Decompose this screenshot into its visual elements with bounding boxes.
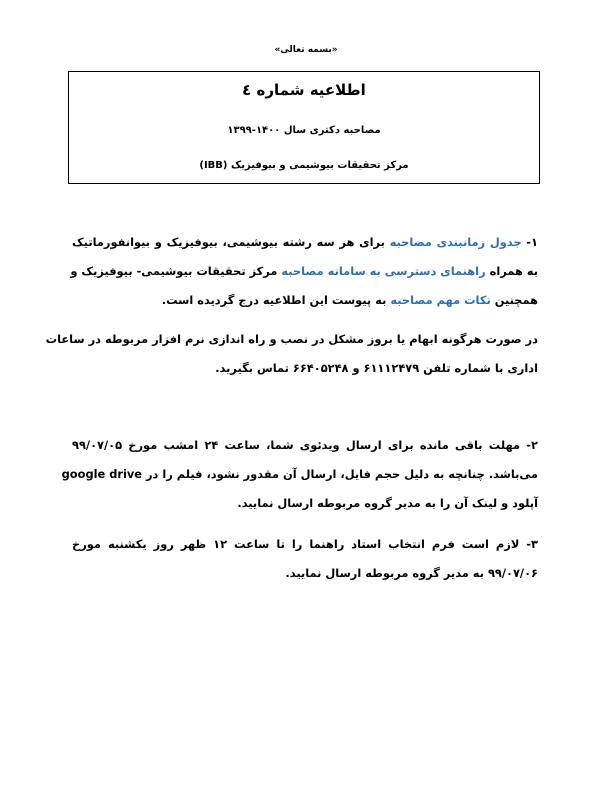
section-1-paragraph	[72, 228, 538, 315]
section-1-line-2: به همراه راهنمای دسترسی به سامانه مصاحبه مرکز تحقیقات بیوشیمی- بیوفیزیک و	[70, 264, 538, 278]
section-2-line-2: می‌باشد. چنانچه به دلیل حجم فایل، ارسال آن مقدور نشود، فیلم را در google drive	[61, 467, 538, 481]
bismillah-header: «بسمه تعالی»	[274, 45, 338, 55]
section-2-line-3: آپلود و لینک آن را به مدیر گروه مربوطه ارسال نمایید.	[237, 496, 538, 510]
support-line-1: در صورت هرگونه ابهام یا بروز مشکل در نصب و راه اندازی نرم افزار مربوطه در ساعات	[45, 332, 538, 346]
section-1-line-1: ۱- جدول زمانبندی مصاحبه برای هر سه رشته بیوشیمی، بیوفیزیک و بیوانفورماتیک	[72, 235, 538, 249]
announcement-header-box	[68, 71, 540, 184]
section-3-paragraph	[72, 530, 538, 588]
section-2-line-1: ۲- مهلت باقی مانده برای ارسال ویدئوی شما، ساعت ۲۴ امشب مورخ ۹۹/۰۷/۰۵	[72, 438, 538, 452]
announcement-subtitle: مصاحبه دکتری سال ۱۴۰۰-۱۳۹۹	[227, 125, 381, 136]
research-center-name: مرکز تحقیقات بیوشیمی و بیوفیزیک (IBB)	[199, 160, 409, 171]
google-drive-text: google drive	[61, 467, 143, 481]
schedule-link[interactable]: جدول زمانبندی مصاحبه	[389, 235, 522, 249]
section-3-line-2: ۹۹/۰۷/۰۶ به مدیر گروه مربوطه ارسال نمایید.	[285, 566, 538, 580]
section-1-support-paragraph	[45, 325, 538, 383]
section-2-paragraph	[61, 431, 538, 518]
support-line-2: اداری با شماره تلفن ۶۱۱۱۲۴۷۹ و ۶۶۴۰۵۲۴۸ تماس بگیرید.	[215, 361, 538, 375]
section-3-line-1: ۳- لازم است فرم انتخاب استاد راهنما را تا ساعت ۱۲ ظهر روز یکشنبه مورخ	[72, 537, 538, 551]
interview-tips-link[interactable]: نکات مهم مصاحبه	[390, 293, 491, 307]
access-guide-link[interactable]: راهنمای دسترسی به سامانه مصاحبه	[281, 264, 486, 278]
section-1-line-3: همچنین نکات مهم مصاحبه به پیوست این اطلاعیه درج گردیده است.	[161, 293, 538, 307]
announcement-title: اطلاعیه شماره ٤	[242, 81, 366, 99]
